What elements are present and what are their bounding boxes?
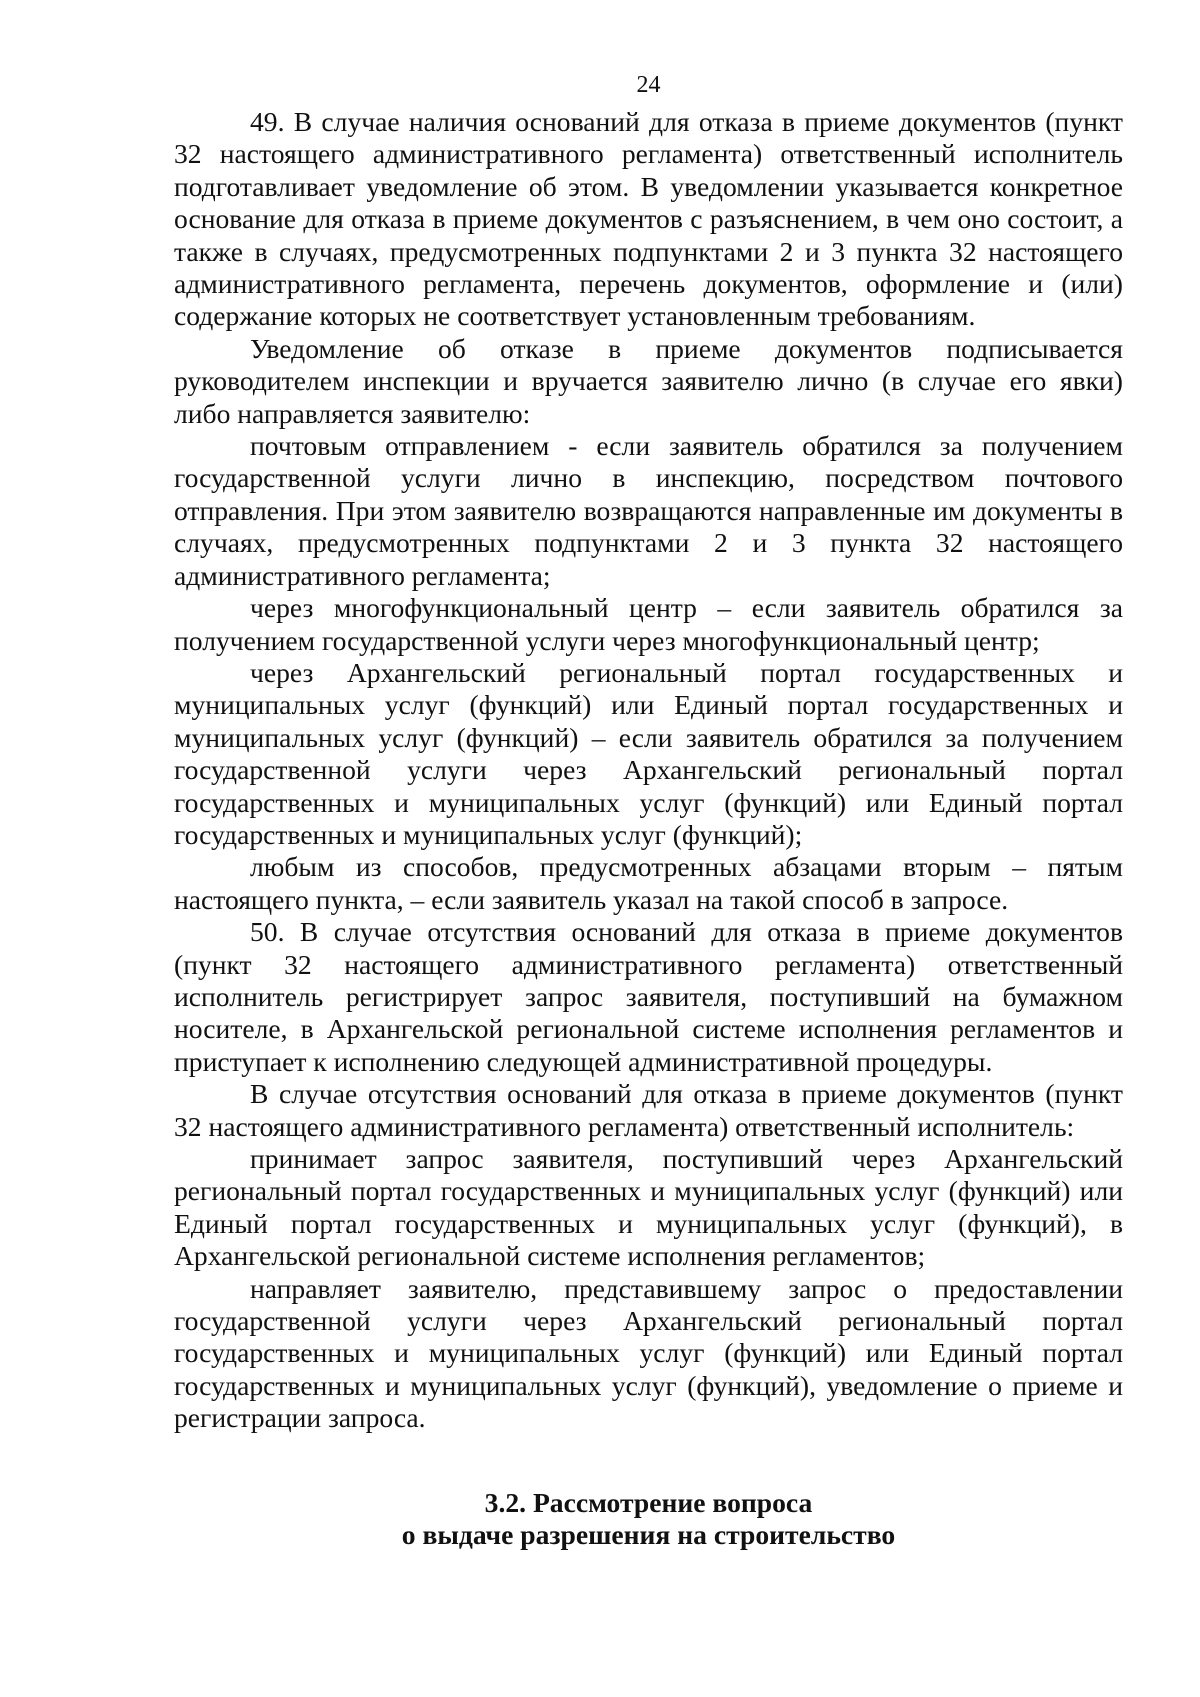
paragraph-49: 49. В случае наличия оснований для отказа в приеме документов (пункт 32 настоящего административного регламента) ответственный исполнитель подготавливает уведомление об этом. В уведомлении указывается конкретное основание для отказа в приеме документов с разъяснением, в чем оно состоит, а также в случаях, предусмотренных подпунктами 2 и 3 пункта 32 настоящего административного регламента, перечень документов, оформление и (или) содержание которых не соответствует установленным требованиям. bbox=[174, 106, 1123, 332]
paragraph-accepts-request: принимает запрос заявителя, поступивший через Архангельский региональный портал государственных и муниципальных услуг (функций) или Единый портал государственных и муниципальных услуг (функций), в Архангельской региональной системе исполнения регламентов; bbox=[174, 1143, 1123, 1272]
paragraph-postal: почтовым отправлением - если заявитель обратился за получением государственной услуги лично в инспекцию, посредством почтового отправления. При этом заявителю возвращаются направленные им документы в случаях, предусмотренных подпунктами 2 и 3 пункта 32 настоящего административного регламента; bbox=[174, 430, 1123, 591]
paragraph-sends-notice: направляет заявителю, представившему запрос о предоставлении государственной услуги через Архангельский региональный портал государственных и муниципальных услуг (функций) или Единый портал государственных и муниципальных услуг (функций), уведомление о приеме и регистрации запроса. bbox=[174, 1272, 1123, 1434]
paragraph-refusal-notice: Уведомление об отказе в приеме документов подписывается руководителем инспекции и вручается заявителю лично (в случае его явки) либо направляется заявителю: bbox=[174, 332, 1123, 429]
section-heading bbox=[174, 1487, 1123, 1551]
paragraph-50: 50. В случае отсутствия оснований для отказа в приеме документов (пункт 32 настоящего административного регламента) ответственный исполнитель регистрирует запрос заявителя, поступивший на бумажном носителе, в Архангельской региональной системе исполнения регламентов и приступает к исполнению следующей административной процедуры. bbox=[174, 916, 1123, 1077]
paragraph-no-grounds: В случае отсутствия оснований для отказа в приеме документов (пункт 32 настоящего административного регламента) ответственный исполнитель: bbox=[174, 1078, 1123, 1142]
paragraph-any-method: любым из способов, предусмотренных абзацами вторым – пятым настоящего пункта, – если заявитель указал на такой способ в запросе. bbox=[174, 851, 1123, 915]
section-heading-line-2: о выдаче разрешения на строительство bbox=[401, 1518, 896, 1550]
paragraph-mfc: через многофункциональный центр – если заявитель обратился за получением государственной услуги через многофункциональный центр; bbox=[174, 592, 1123, 656]
document-page bbox=[174, 70, 1123, 1551]
page-number: 24 bbox=[636, 72, 661, 98]
paragraph-portal: через Архангельский региональный портал государственных и муниципальных услуг (функций) или Единый портал государственных и муниципальных услуг (функций) – если заявитель обратился за получением государственной услуги через Архангельский региональный портал государственных и муниципальных услуг (функций) или Единый портал государственных и муниципальных услуг (функций); bbox=[174, 656, 1123, 850]
section-heading-line-1: 3.2. Рассмотрение вопроса bbox=[484, 1486, 813, 1518]
